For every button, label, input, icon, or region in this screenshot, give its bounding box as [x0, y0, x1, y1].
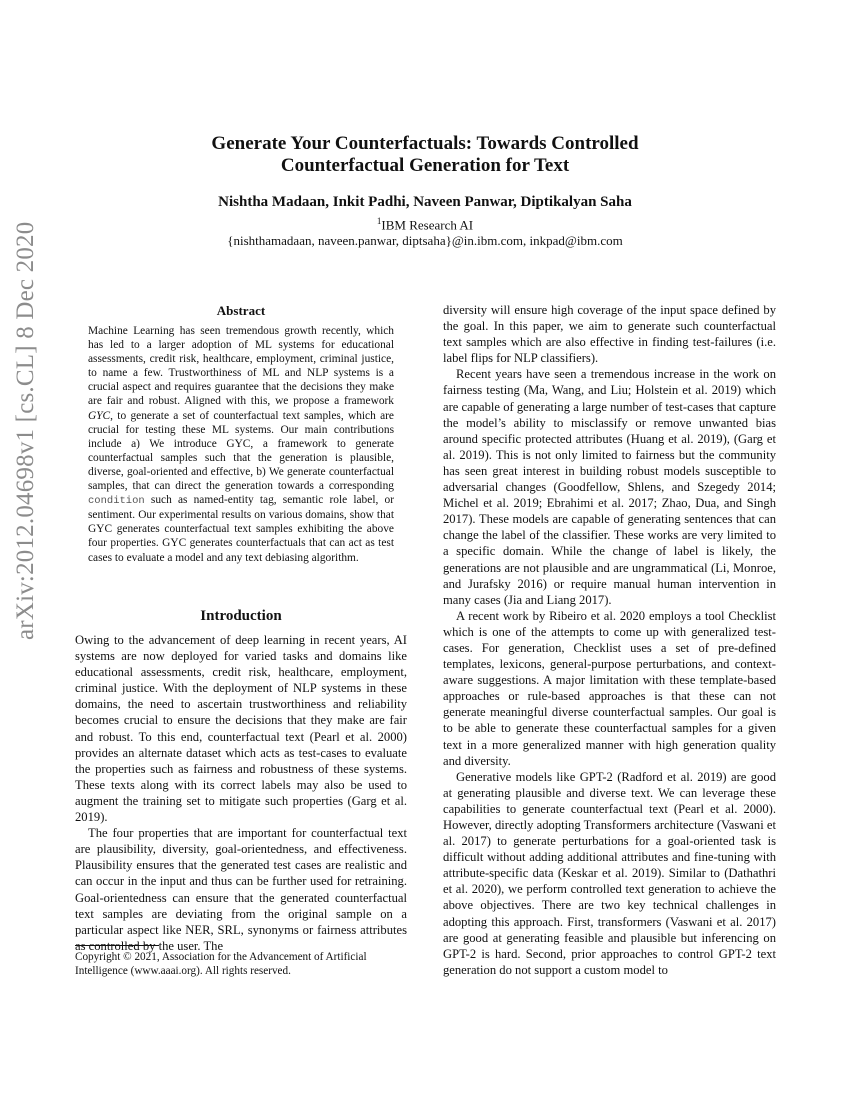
copyright-footnote: Copyright © 2021, Association for the Advancement of Artificial Intelligence (www.aaai.org). All rights reserved.	[75, 951, 367, 977]
abstract-text	[88, 324, 394, 565]
author-emails: {nishthamadaan, naveen.panwar, diptsaha}@in.ibm.com, inkpad@ibm.com	[227, 233, 623, 248]
author-list: Nishtha Madaan, Inkit Padhi, Naveen Panwar, Diptikalyan Saha	[218, 194, 632, 210]
paragraph: Recent years have seen a tremendous increase in the work on fairness testing (Ma, Wang, and Liu; Holstein et al. 2019) which are capable of generating a large number of test-cases that capture the model’s ability to misclassify or remove unwanted bias around specific protected attributes (Huang et al. 2019), (Garg et al. 2019). This is not only limited to fairness but the community has seen great interest in building robust models susceptible to adversarial changes (Goodfellow, Shlens, and Szegedy 2014; Michel et al. 2019; Ebrahimi et al. 2017; Zhao, Dua, and Singh 2017). These models are capable of generating sentences that can change the label of the classifier. These works are very limited to a specific domain. While the change of label is likely, the generations are not plausible and are ungrammatical (Li, Monroe, and Jurafsky 2016) or require manual human intervention in many cases (Jia and Liang 2017).	[443, 367, 776, 607]
affiliation-name: IBM Research AI	[381, 217, 474, 233]
left-column-body	[75, 632, 407, 954]
paragraph: diversity will ensure high coverage of the input space defined by the goal. In this paper, we aim to generate such counterfactual text samples which are also effective in finding test-failures (i.e. label flips for NLP classifiers).	[443, 303, 776, 366]
introduction-heading: Introduction	[200, 608, 282, 624]
paragraph: Generative models like GPT-2 (Radford et al. 2019) are good at generating plausible and diverse text. We can leverage these capabilities to generate counterfactual text (Pearl et al. 2000). However, directly adopting Transformers architecture (Vaswani et al. 2017) to generate perturbations for a goal-oriented task is difficult without adding additional attributes and fine-tuning with attribute-specific data (Keskar et al. 2019). Similar to (Dathathri et al. 2020), we perform controlled text generation to achieve the above objectives. There are two key technical challenges in adopting this approach. First, transformers (Vaswani et al. 2017) are good at generating feasible and plausible but inferencing on GPT-2 is hard. Second, prior approaches to control GPT-2 text generation do not support a custom model to	[443, 769, 776, 977]
abstract-text-part2: , to generate a set of counterfactual text samples, which are crucial for testing these ML systems. Our main contributions include a) We introduce GYC, a framework to generate counterfactual samples such that the generation is plausible, diverse, goal-oriented and effective, b) We generate counterfactual samples, that can direct the generation towards a corresponding	[88, 409, 394, 493]
title-line-2: Counterfactual Generation for Text	[280, 155, 570, 176]
footnote-rule	[75, 945, 159, 946]
arxiv-identifier: arXiv:2012.04698v1 [cs.CL] 8 Dec 2020	[12, 221, 39, 640]
paragraph: Owing to the advancement of deep learning in recent years, AI systems are now deployed for varied tasks and domains like educational assessments, credit risk, healthcare, employment, criminal justice. With the deployment of NLP systems in these domains, the need to ascertain trustworthiness and reliability becomes crucial to ensure the decisions that they make are fair and robust. To this end, counterfactual text (Pearl et al. 2000) provides an alternate dataset which acts as test-cases to evaluate the properties such as fairness and robustness of these systems. These texts along with its correct labels may also be used to augment the training set to mitigate such properties (Garg et al. 2019).	[75, 633, 407, 825]
abstract-code-term: condition	[88, 495, 145, 508]
right-column-body	[443, 302, 776, 978]
paragraph: The four properties that are important for counterfactual text are plausibility, diversity, goal-orientedness, and effectiveness. Plausibility ensures that the generated test cases are realistic and can occur in the input and thus can be further used for retraining. Goal-orientedness can ensure that the generated counterfactual text samples are deviating from the original sample on a particular aspect like NER, SRL, synonyms or fairness attributes as controlled by the user. The	[75, 826, 407, 953]
abstract-heading: Abstract	[216, 303, 266, 318]
paper-title	[150, 133, 700, 177]
title-line-1: Generate Your Counterfactuals: Towards Controlled	[211, 133, 639, 154]
abstract-framework-name: GYC	[88, 409, 111, 422]
abstract-body	[88, 324, 394, 565]
paragraph: A recent work by Ribeiro et al. 2020 employs a tool Checklist which is one of the attempts to come up with generalized test-cases. For generation, Checklist uses a set of pre-defined templates, lexicons, general-purpose perturbations, and context-aware suggestions. A major limitation with these template-based approaches or rule-based approaches is that these can not generate meaningful diverse counterfactual samples. Our goal is to be able to generate these counterfactual samples for a given text in a more generalized manner with high generation quality and diversity.	[443, 608, 776, 768]
abstract-text-part1: Machine Learning has seen tremendous growth recently, which has led to a larger adoption of ML systems for educational assessments, credit risk, healthcare, employment, criminal justice, to name a few. Trustworthiness of ML and NLP systems is a crucial aspect and requires guarantee that the decisions they make are fair and robust. Aligned with this, we propose a framework	[88, 325, 394, 408]
abstract-text-part3: such as named-entity tag, semantic role label, or sentiment. Our experimental results on various domains, show that GYC generates counterfactual text samples exhibiting the above four properties. GYC generates counterfactuals that can act as test cases to evaluate a model and any text debiasing algorithm.	[88, 494, 394, 564]
affiliation	[100, 216, 750, 233]
affiliation-mark: 1	[376, 216, 382, 226]
